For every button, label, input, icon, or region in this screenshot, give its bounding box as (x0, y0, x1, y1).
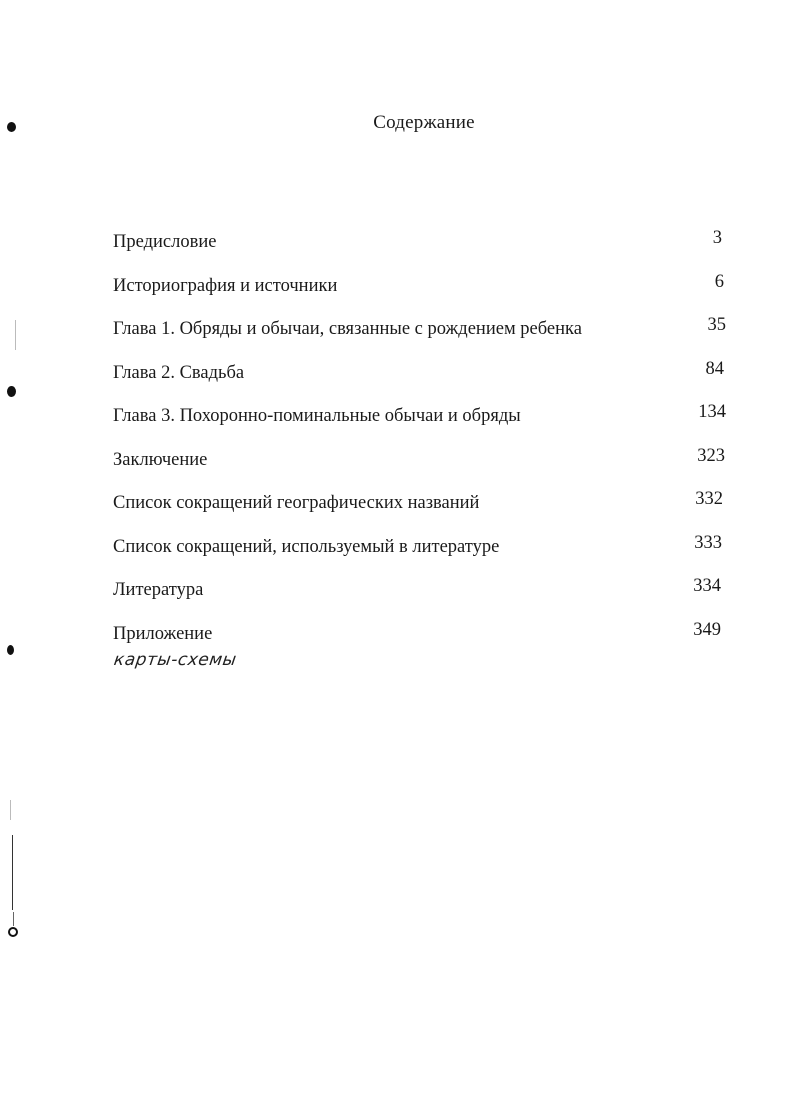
toc-entry-label: Литература (113, 580, 204, 600)
scan-speck (10, 800, 11, 820)
toc-entry-page: 3 (712, 228, 722, 248)
toc-entry-label: Список сокращений, используемый в литературе (113, 536, 500, 557)
toc-entry-label: Глава 2. Свадьба (113, 362, 245, 383)
scan-edge-line (12, 835, 13, 910)
toc-entry (113, 228, 728, 272)
toc-entry-page: 134 (698, 402, 726, 422)
toc-entry (113, 402, 728, 446)
toc-entry (113, 272, 728, 316)
toc-entry (113, 489, 728, 533)
toc-entry (113, 576, 728, 620)
toc-entry-label: Глава 3. Похоронно-поминальные обычаи и обряды (113, 406, 521, 426)
toc-entry-page: 349 (693, 619, 721, 640)
toc-entry-page: 323 (697, 445, 725, 466)
toc-entry-label: Глава 1. Обряды и обычаи, связанные с рождением ребенка (113, 319, 582, 339)
toc-entry-page: 6 (714, 271, 724, 292)
table-of-contents (113, 228, 728, 663)
punch-hole-mark (7, 645, 14, 655)
toc-entry (113, 315, 728, 359)
toc-entry-page: 332 (695, 489, 723, 509)
toc-entry (113, 446, 728, 490)
handwritten-note: карты-схемы (112, 650, 238, 670)
scan-speck (13, 912, 14, 926)
toc-entry-label: Предисловие (113, 232, 217, 252)
scan-speck (15, 320, 16, 350)
toc-entry (113, 359, 728, 403)
toc-entry-label: Заключение (113, 449, 208, 470)
toc-entry-page: 35 (707, 315, 726, 335)
punch-hole-mark (8, 927, 18, 937)
page-title: Содержание (373, 112, 475, 133)
toc-entry-label: Список сокращений географических названий (113, 493, 480, 513)
toc-entry-label: Историография и источники (113, 275, 338, 296)
toc-entry-page: 84 (705, 358, 724, 379)
toc-entry-label: Приложение (113, 623, 213, 644)
toc-entry-page: 333 (694, 532, 722, 553)
toc-entry-page: 334 (693, 576, 721, 596)
punch-hole-mark (7, 386, 16, 397)
toc-entry (113, 533, 728, 577)
